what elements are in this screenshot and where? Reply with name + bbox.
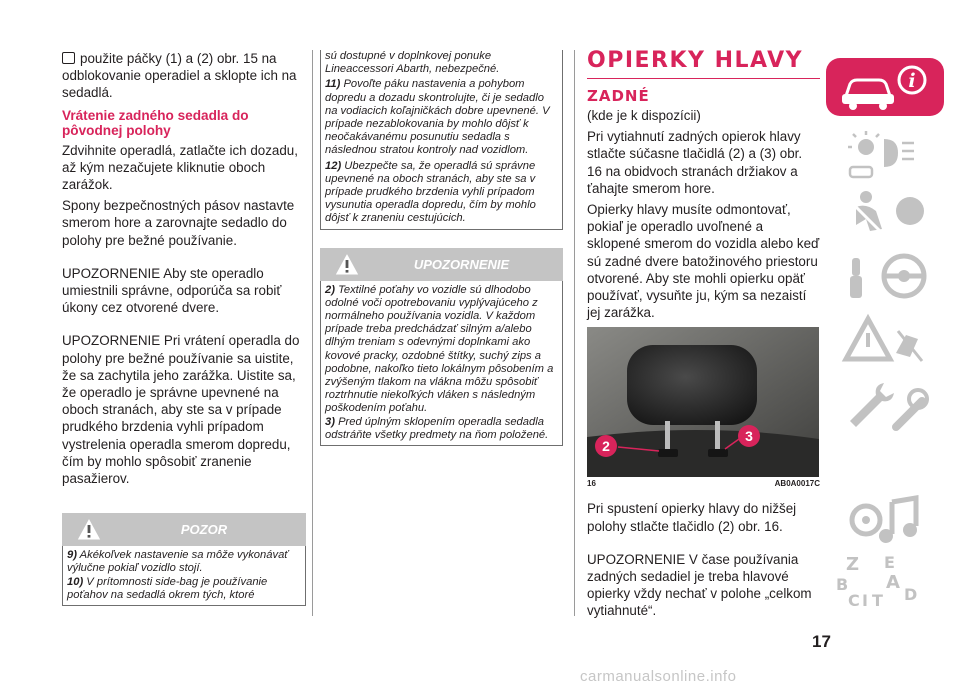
paragraph: Pri spustení opierky hlavy do nižšej polohy stlačte tlačidlo (2) obr. 16. [587, 501, 797, 534]
index-letter: T [872, 591, 883, 608]
svg-text:i: i [908, 70, 916, 92]
paragraph: použite páčky (1) a (2) obr. 15 na odblokovanie operadiel a sklopte ich na sedadlá. [62, 51, 297, 101]
availability-note: (kde je k dispozícii) [587, 108, 701, 123]
section-title: ZADNÉ [587, 87, 650, 105]
paragraph: Pri vytiahnutí zadných opierok hlavy stlačte súčasne tlačidlá (2) a (3) obr. 16 na obidvoch stranách držiakov a ťahajte smerom hore. [587, 129, 803, 196]
warning-label: POZOR [180, 522, 228, 538]
paragraph: Opierky hlavy musíte odmontovať, pokiaľ je operadlo uvoľnené a sklopené smerom do vozidla alebo keď sú zadné dvere batožinového priestoru otvorené. Aby ste mohli opierku opäť používať, vysuňte ju, kým sa nezaistí jej zarážka. [587, 202, 820, 321]
figure-caption [587, 479, 820, 488]
tab-dashboard[interactable] [826, 125, 944, 183]
safety-airbag-icon [826, 185, 944, 243]
dashboard-lights-icon [826, 125, 944, 183]
car-info-icon [826, 58, 944, 116]
column-divider [312, 50, 313, 616]
text-column-right [587, 50, 820, 624]
chapter-title: OPIERKY HLAVY [587, 48, 820, 79]
tab-driving[interactable] [826, 248, 944, 306]
index-alphabet-icon [826, 550, 944, 608]
section-heading: Vrátenie zadného sedadla do pôvodnej polohy [62, 107, 249, 139]
tab-maintenance[interactable] [826, 377, 944, 435]
tab-emergency[interactable] [826, 313, 944, 371]
driving-steering-icon [826, 248, 944, 306]
caution-item: 2) Textilné poťahy vo vozidle sú dlhodobo odolné voči opotrebovaniu vyplývajúceho z normálneho používania vozidla. V každom prípade treba predchádzať silným a/alebo dlhým treniam s odevnými doplnkami ako kovové pracky, ozdobné štítky, suchý zips a podobne, nakoľko tieto lokálnym pôsobením a zvýšeným tlakom na vlákna môžu spôsobiť roztrhnutie niekoľkých vláken s následným poškodením poťahu. [325, 283, 554, 415]
warning-item: 11) Povoľte páku nastavenia a pohybom dopredu a dozadu skontrolujte, či je sedadlo na vodiacich koľajničkách dobre upevnené. V prípade nezablokovania by mohlo dôjsť k neočakávanému posunutiu sedadla s následnou stratou kontroly nad vozidlom. [325, 78, 550, 157]
warning-header [62, 513, 306, 546]
warning-box [62, 546, 306, 606]
index-letter: I [862, 591, 868, 608]
warning-item: 9) Akékoľvek nastavenie sa môže vykonávať výlučne pokiaľ vozidlo stojí. [67, 549, 289, 575]
index-letter: E [884, 553, 895, 572]
caution-header [320, 248, 563, 281]
index-letter: A [886, 572, 900, 593]
maintenance-tools-icon [826, 377, 944, 435]
warning-item: 10) V prítomnosti side-bag je používanie poťahov na sedadlá okrem tých, ktoré [67, 575, 268, 601]
page-number: 17 [812, 632, 831, 651]
caution-label: UPOZORNENIE [413, 256, 510, 272]
multimedia-icon [826, 490, 944, 548]
figure-number: 16 [587, 479, 596, 489]
tab-index[interactable] [826, 550, 944, 608]
headrest-figure [587, 327, 819, 477]
figure-code: AB0A0017C [774, 479, 820, 489]
tab-car-info[interactable] [826, 58, 944, 116]
headrest-illustration [587, 327, 819, 477]
note-paragraph: UPOZORNENIE Aby ste operadlo umiestnili správne, odporúča sa robiť úkony cez otvorené dvere. [62, 265, 282, 316]
warning-box-continued: sú dostupné v doplnkovej ponuke Lineaccessori Abarth, nebezpečné. 11) Povoľte páku nastavenia a pohybom dopredu a dozadu skontrolujte, či je sedadlo na vodiacich koľajničkách dobre upevnené. V prípade nezablokovania by mohlo dôjsť k neočakávanému posunutiu sedadla s následnou stratou kontroly nad vozidlom. 12) Ubezpečte sa, že operadlá sú správne upevnené na oboch stranách, aby ste sa v prípade prudkého brzdenia vyhli prípadom vysunutia operadla dopredu, čím by mohlo dôjsť k zraneniu cestujúcich. [320, 50, 563, 230]
tab-safety[interactable] [826, 185, 944, 243]
note-paragraph: UPOZORNENIE Pri vrátení operadla do polohy pre bežné používanie sa uistite, že sa zachytila jeho zarážka. Uistite sa, že operadlo je správne upevnené na oboch stranách, aby ste sa v prípade prudkého brzdenia vyhli prípadom vystrelenia operadla smerom dopredu, čím by mohlo spôsobiť zranenie pasažierov. [62, 333, 300, 487]
index-letter: C [848, 591, 860, 608]
text-column-middle [320, 50, 563, 446]
caution-box [320, 281, 563, 446]
note-paragraph: UPOZORNENIE V čase používania zadných sedadiel je treba hlavové opierky vždy nechať v polohe „celkom vytiahnuté“. [587, 551, 812, 619]
callout-2: 2 [595, 435, 617, 457]
index-letter: D [904, 585, 918, 604]
watermark: carmanualsonline.info [580, 668, 737, 685]
column-divider [574, 50, 575, 616]
index-letter: Z [846, 554, 860, 575]
checkbox-bullet-icon [62, 52, 75, 64]
index-letter: B [836, 575, 849, 594]
tab-multimedia[interactable] [826, 490, 944, 548]
caution-item: 3) Pred úplným sklopením operadla sedadla odstráňte všetky predmety na ňom položené. [325, 415, 549, 441]
callout-3: 3 [738, 425, 760, 447]
paragraph: Zdvihnite operadlá, zatlačte ich dozadu, až kým nezačujete kliknutie oboch zarážok. [62, 142, 298, 193]
emergency-warning-icon [826, 313, 944, 371]
warning-item: 12) Ubezpečte sa, že operadlá sú správne upevnené na oboch stranách, aby ste sa v prípade prudkého brzdenia vyhli prípadom vysunutia operadla dopredu, čím by mohlo dôjsť k zraneniu cestujúcich. [325, 159, 536, 225]
text-column-left [62, 50, 306, 606]
paragraph: Spony bezpečnostných pásov nastavte smerom hore a zarovnajte sedadlo do polohy pre bežné používanie. [62, 198, 295, 248]
